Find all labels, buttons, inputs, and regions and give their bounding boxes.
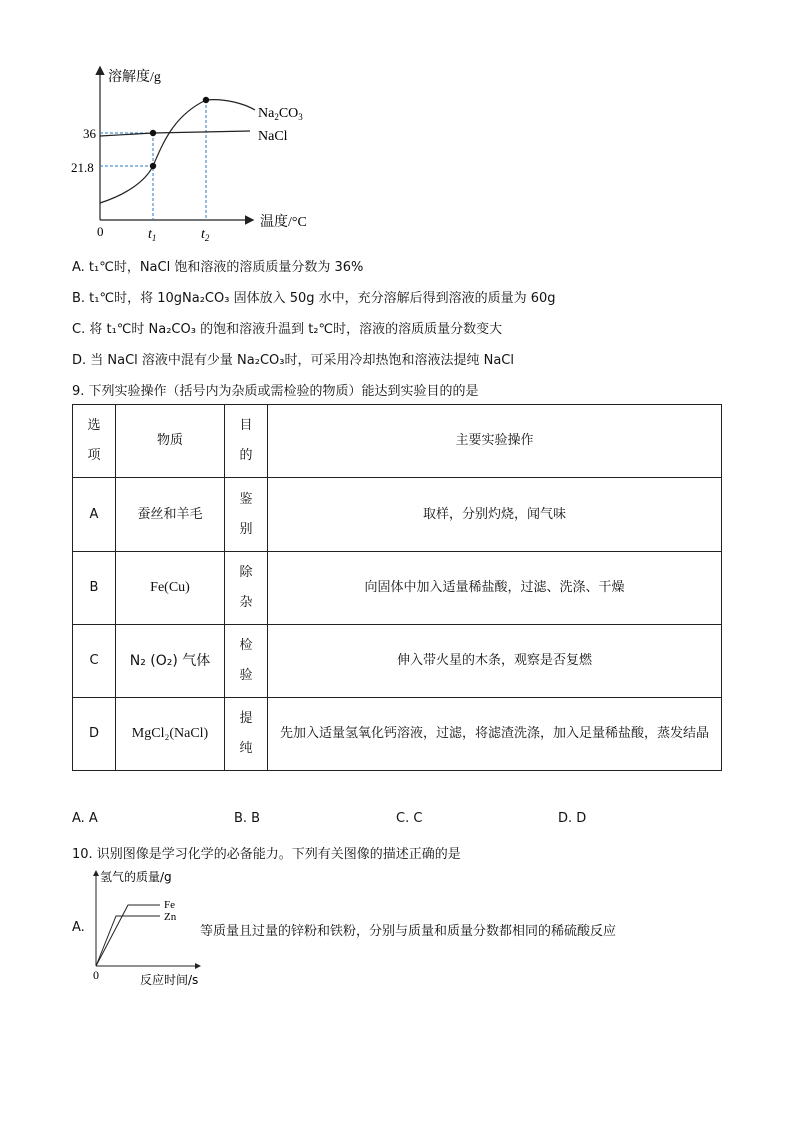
solubility-graph: [71, 60, 330, 245]
q8-option-b: B. t₁℃时，将 10gNa₂CO₃ 固体放入 50g 水中，充分溶解后得到溶液的质量为 60g: [72, 291, 556, 306]
series-label-nacl: NaCl: [258, 129, 288, 144]
row-operation: 伸入带火星的木条，观察是否复燃: [268, 625, 722, 698]
row-option: C: [73, 625, 116, 698]
header-option: 选 项: [73, 405, 116, 478]
row-substance: Fe(Cu): [116, 552, 225, 625]
q8-option-a: A. t₁℃时，NaCl 饱和溶液的溶质质量分数为 36%: [72, 260, 364, 275]
fe-line: [96, 905, 160, 966]
q9-choice-d: D. D: [558, 811, 587, 826]
header-operation: 主要实验操作: [268, 405, 722, 478]
row-purpose: 除 杂: [225, 552, 268, 625]
y-axis-label: 氢气的质量/g: [100, 870, 172, 884]
zn-line: [96, 916, 160, 966]
header-substance: 物质: [116, 405, 225, 478]
y-axis-label: 溶解度/g: [108, 70, 161, 85]
table-row: [73, 552, 722, 625]
header-purpose: 目 的: [225, 405, 268, 478]
x-axis-label: 反应时间/s: [140, 973, 199, 987]
row-operation: 向固体中加入适量稀盐酸，过滤、洗涤、干燥: [268, 552, 722, 625]
table-row: [73, 478, 722, 552]
x-tick-t2: $t_2$: [201, 227, 210, 243]
q9-table: [72, 404, 722, 771]
x-axis-label: 温度/°C: [260, 215, 307, 230]
q9-choice-a: A. A: [72, 811, 98, 826]
q9-stem: 9. 下列实验操作（括号内为杂质或需检验的物质）能达到实验目的的是: [72, 384, 479, 399]
q10-option-a-text: 等质量且过量的锌粉和铁粉，分别与质量和质量分数都相同的稀硫酸反应: [200, 924, 617, 939]
series-label-na2co3: $Na_2CO_3$: [258, 106, 303, 122]
point-t1-nacl: [150, 130, 156, 136]
row-purpose: 鉴 别: [225, 478, 268, 552]
y-tick-36: 36: [83, 126, 96, 141]
origin-label: 0: [97, 224, 104, 239]
q8-option-d: D. 当 NaCl 溶液中混有少量 Na₂CO₃时，可采用冷却热饱和溶液法提纯 NaCl: [72, 353, 514, 368]
row-operation: 先加入适量氢氧化钙溶液，过滤，将滤渣洗涤，加入足量稀盐酸，蒸发结晶: [268, 698, 722, 771]
origin-label: 0: [93, 968, 99, 982]
table-row: [73, 698, 722, 771]
q9-choice-b: B. B: [234, 811, 261, 826]
q10-stem: 10. 识别图像是学习化学的必备能力。下列有关图像的描述正确的是: [72, 847, 461, 862]
row-purpose: 检 验: [225, 625, 268, 698]
y-tick-21.8: 21.8: [71, 160, 94, 175]
point-t1-na2co3: [150, 163, 156, 169]
q8-option-c: C. 将 t₁℃时 Na₂CO₃ 的饱和溶液升温到 t₂℃时，溶液的溶质质量分数变大: [72, 322, 503, 337]
row-substance: N₂ (O₂) 气体: [116, 625, 225, 698]
row-option: A: [73, 478, 116, 552]
series-label-fe: Fe: [164, 899, 175, 911]
q9-choice-c: C. C: [396, 811, 423, 826]
table-header-row: [73, 405, 722, 478]
hydrogen-graph: [88, 866, 208, 988]
row-option: B: [73, 552, 116, 625]
q10-option-a-letter: A.: [72, 920, 85, 935]
row-option: D: [73, 698, 116, 771]
series-label-zn: Zn: [164, 911, 177, 923]
x-tick-t1: $t_1$: [148, 227, 157, 243]
na2co3-curve: [100, 100, 255, 203]
row-purpose: 提 纯: [225, 698, 268, 771]
row-operation: 取样，分别灼烧，闻气味: [268, 478, 722, 552]
table-row: [73, 625, 722, 698]
point-t2-na2co3: [203, 97, 209, 103]
row-substance: MgCl₂(NaCl): [116, 698, 225, 771]
row-substance: 蚕丝和羊毛: [116, 478, 225, 552]
